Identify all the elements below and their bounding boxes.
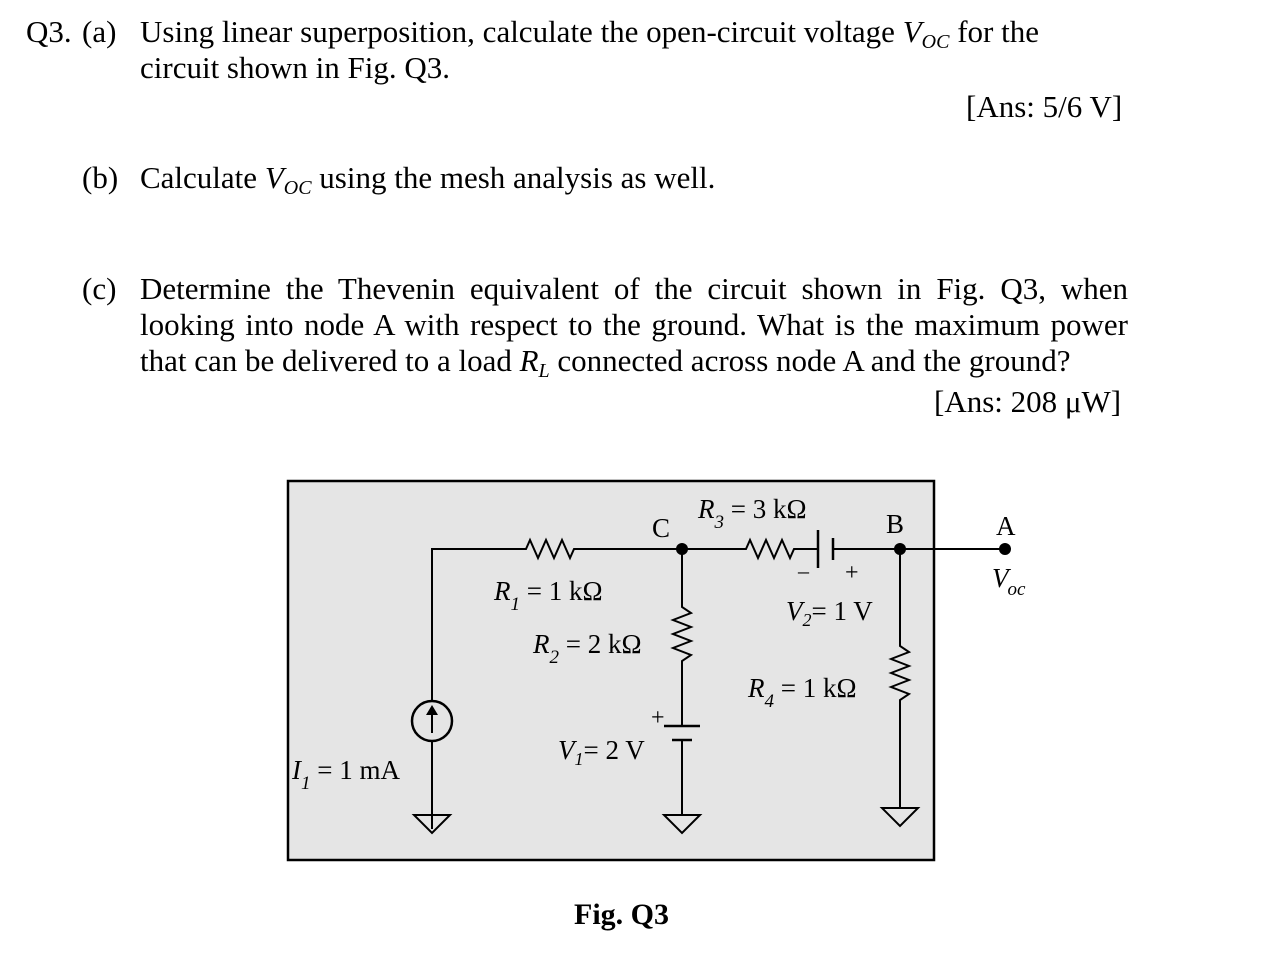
part-b-text2: using the mesh analysis as well. [311,160,716,195]
r1-value: = 1 kΩ [520,576,603,606]
v1-subscript: 1 [574,749,584,769]
r1-symbol: R [494,576,511,606]
v1-plus-sign: + [651,705,665,731]
voc-symbol: V [992,563,1009,593]
v2-symbol: V [786,596,803,626]
node-c-label: C [652,513,671,543]
part-c-label: (c) [82,271,117,306]
r3-subscript: 3 [714,512,724,533]
node-b-label: B [886,509,905,539]
part-c-line2: looking into node A with respect to the ground. What is the maximum power [140,307,1128,342]
i1-subscript: 1 [301,773,311,794]
r3-symbol: R [698,494,715,524]
part-b-text1: Calculate [140,160,265,195]
v2-subscript: 2 [802,610,812,630]
i1-value: = 1 mA [310,755,400,785]
part-c-text3b: connected across node A and the ground? [549,343,1071,378]
r3-value: = 3 kΩ [724,494,807,524]
node-a-label: A [996,511,1016,541]
voc-symbol: V [264,160,284,195]
node-a-dot [999,543,1011,555]
voc-subscript: oc [1007,579,1026,600]
voc-subscript: OC [921,31,950,53]
voc-symbol: V [902,14,922,49]
part-a-label: (a) [82,14,117,49]
v1-value: = 2 V [583,735,645,765]
part-c-text3a: that can be delivered to a load [140,343,520,378]
v2-value: = 1 V [811,596,873,626]
part-a-text2: for the [949,14,1039,49]
voc-label [992,563,1026,600]
r4-symbol: R [748,673,765,703]
rl-subscript: L [538,360,550,382]
part-b-label: (b) [82,160,119,195]
v2-minus-sign: – [798,558,809,583]
node-c-dot [676,543,688,555]
part-a-line2: circuit shown in Fig. Q3. [140,50,450,85]
r2-value: = 2 kΩ [559,629,642,659]
figure-caption: Fig. Q3 [574,898,669,931]
part-c-answer: [Ans: 208 μW] [934,384,1122,419]
v1-label [558,735,645,769]
r4-subscript: 4 [764,691,774,712]
part-a-text1: Using linear superposition, calculate the open-circuit voltage [140,14,903,49]
voc-subscript: OC [283,177,312,199]
r2-symbol: R [533,629,550,659]
part-a-answer: [Ans: 5/6 V] [966,89,1123,124]
figure-frame [288,481,934,860]
node-b-dot [894,543,906,555]
r1-subscript: 1 [510,594,520,615]
v2-label [786,596,873,630]
question-number: Q3. [26,14,72,49]
rl-symbol: R [519,343,539,378]
i1-symbol: I [292,755,301,785]
v1-symbol: V [558,735,575,765]
part-c-line1: Determine the Thevenin equivalent of the circuit shown in Fig. Q3, when [140,271,1128,306]
r2-subscript: 2 [549,647,559,668]
v2-plus-sign: + [845,560,859,586]
r4-value: = 1 kΩ [774,673,857,703]
